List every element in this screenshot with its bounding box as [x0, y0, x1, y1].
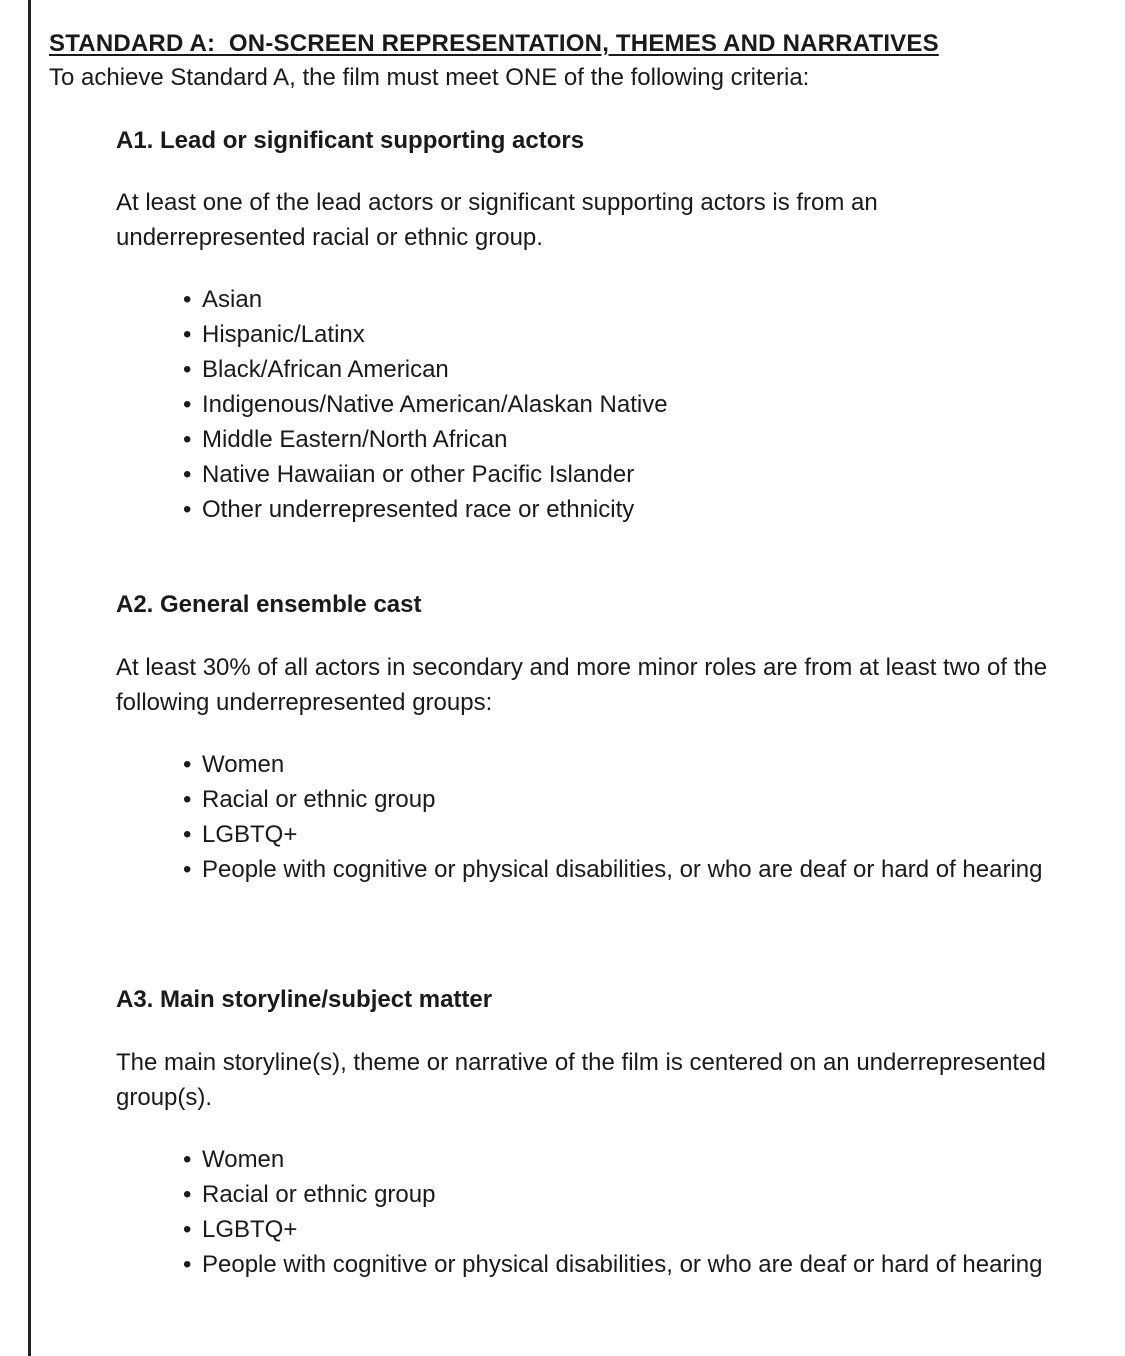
list-item: • Racial or ethnic group	[183, 782, 1068, 817]
standard-intro: To achieve Standard A, the film must meet ONE of the following criteria:	[49, 64, 810, 91]
section-a1-list	[183, 282, 1068, 527]
list-item: • LGBTQ+	[183, 817, 1068, 852]
bullet-icon: •	[183, 1251, 192, 1278]
bullet-icon: •	[183, 426, 192, 453]
section-a3-list	[183, 1142, 1068, 1282]
bullet-icon: •	[183, 461, 192, 488]
list-item: • Asian	[183, 282, 1068, 317]
bullet-icon: •	[183, 751, 192, 778]
section-a1-description: At least one of the lead actors or significant supporting actors is from an underrepresented racial or ethnic group.	[116, 189, 878, 251]
bullet-icon: •	[183, 821, 192, 848]
bullet-icon: •	[183, 856, 192, 883]
list-item: • Women	[183, 747, 1068, 782]
section-a2-heading: A2. General ensemble cast	[116, 591, 422, 618]
list-item: • People with cognitive or physical disabilities, or who are deaf or hard of hearing	[183, 1247, 1068, 1282]
standard-title: STANDARD A: ON-SCREEN REPRESENTATION, THEMES AND NARRATIVES	[49, 30, 939, 57]
bullet-icon: •	[183, 356, 192, 383]
list-item: • Native Hawaiian or other Pacific Islander	[183, 457, 1068, 492]
bullet-icon: •	[183, 1146, 192, 1173]
list-item: • Hispanic/Latinx	[183, 317, 1068, 352]
list-item: • Black/African American	[183, 352, 1068, 387]
section-a2-list	[183, 747, 1068, 887]
list-item: • People with cognitive or physical disabilities, or who are deaf or hard of hearing	[183, 852, 1068, 887]
bullet-icon: •	[183, 321, 192, 348]
section-a1-heading: A1. Lead or significant supporting actors	[116, 127, 585, 154]
bullet-icon: •	[183, 286, 192, 313]
section-a2-description: At least 30% of all actors in secondary and more minor roles are from at least two of the following underrepresented groups:	[116, 654, 1048, 716]
list-item: • Racial or ethnic group	[183, 1177, 1068, 1212]
section-a3-heading: A3. Main storyline/subject matter	[116, 986, 493, 1013]
bullet-icon: •	[183, 1216, 192, 1243]
list-item: • Indigenous/Native American/Alaskan Native	[183, 387, 1068, 422]
list-item: • Women	[183, 1142, 1068, 1177]
list-item: • LGBTQ+	[183, 1212, 1068, 1247]
list-item: • Other underrepresented race or ethnicity	[183, 492, 1068, 527]
bullet-icon: •	[183, 496, 192, 523]
bullet-icon: •	[183, 391, 192, 418]
bullet-icon: •	[183, 1181, 192, 1208]
bullet-icon: •	[183, 786, 192, 813]
list-item: • Middle Eastern/North African	[183, 422, 1068, 457]
section-a3-description: The main storyline(s), theme or narrative of the film is centered on an underrepresented group(s).	[116, 1049, 1046, 1111]
